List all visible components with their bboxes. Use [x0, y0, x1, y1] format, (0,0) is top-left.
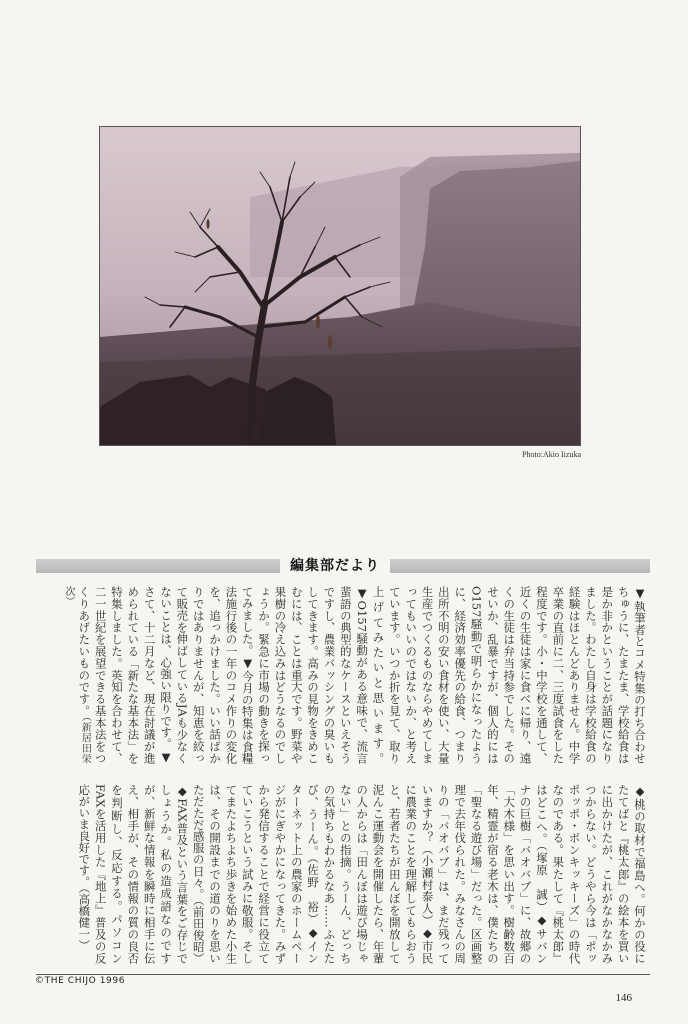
- landscape-photo: [99, 126, 581, 446]
- footer-rule: [36, 974, 650, 975]
- photo-credit: Photo:Akio Iizuka: [522, 450, 581, 459]
- page-number: 146: [615, 992, 632, 1004]
- section-title: 編集部だより: [280, 554, 390, 578]
- baobab-cliff-illustration: [100, 127, 580, 445]
- author-signature: （新居田栄次）: [62, 586, 91, 764]
- editorial-column-lower: [40, 784, 648, 964]
- editorial-notes: ◆桃の取材で福島へ。何かの役にたてばと『桃太郎』の絵本を買いに出かけたが、これがなかなかみつからない。どうやら今は「ポッポッポ・ボンキッキーズ」の時代なのである。果たして『桃太郎』はどこへ。（塚原 誠）◆サバンナの巨樹「バオバブ」に、故郷の「大木様」を思い出す。樹齢数百年、精霊が宿る老木は、僕たちの「聖なる遊び場」だった。区画整理で去年伐られた。みなさんの周りの「バオバブ」は、まだ残っていますか？（小瀬村泰人）◆市民に農業のことを理解してもらおうと、若者たちが田んぼを開放して泥んこ運動会を開催したら、年輩の人からは「田んぼは遊び場じゃない」との指摘。うーん、どっちの気持ちもわかるなあ……ふたたび、うーん。（佐野 裕）◆インターネット上の農家のホームページがにぎやかになってきた。みずから発信することで経営に役立てていこうという試みに敬服。そしてまたよちよち歩きを始めた小生は、その開設までの道のりを思いただただ感服の日々。（前田俊昭）◆FAX普及という言葉をご存じでしょうか。私の造成語なのですが、新鮮な情報を瞬時に相手に伝え、相手が、その情報の質の良否を判断し、反応する。パソコンFAXを活用した『地上』普及の反応がいま良好です。（高橋健一）: [77, 784, 647, 964]
- editorial-text: ▼執筆者とコメ特集の打ち合わせちゅうに、たまたま、学校給食は是か非かということが話題になりました。わたし自身は学校給食の経験はほとんどありません。中学卒業の直前に二、三度試食をした程度です。小・中学校を通して、近くの生徒は家に食べに帰り、遠くの生徒は弁当持参でした。そのせいか、乱暴ですが、個人的にはO157騒動で明らかになったように、経済効率優先の給食、つまり出所不明の安い食材を使い、大量生産でつくるものならやめてしまってもいいのではないか、と考えています。いつか折を見て、取り上げてみたいと思います。▼O157騒動がある意味で、流言蜚語の典型的なケースといえそうですし、農業バッシングの臭いもしてきます。高みの見物をきめこむには、ことは重大です。野菜や果樹の冷え込みはどうなるのでしょうか。緊急に市場の動きを探ってみました。▼今月の特集は食糧法施行後の一年のコメ作りの変化を、追っかけました。いい話ばかりではありませんが、知恵を絞って販売を伸ばしているJAも少なくないことは、心強い限りです。▼さて、十二月など、現在討議が進められている「新たな基本法」を特集しました。英知を合わせて、二一世紀を展望できる基本法をつくりあげたいものです。: [77, 586, 647, 764]
- editorial-column-upper: [40, 586, 648, 764]
- copyright: ©THE CHIJO 1996: [35, 976, 126, 986]
